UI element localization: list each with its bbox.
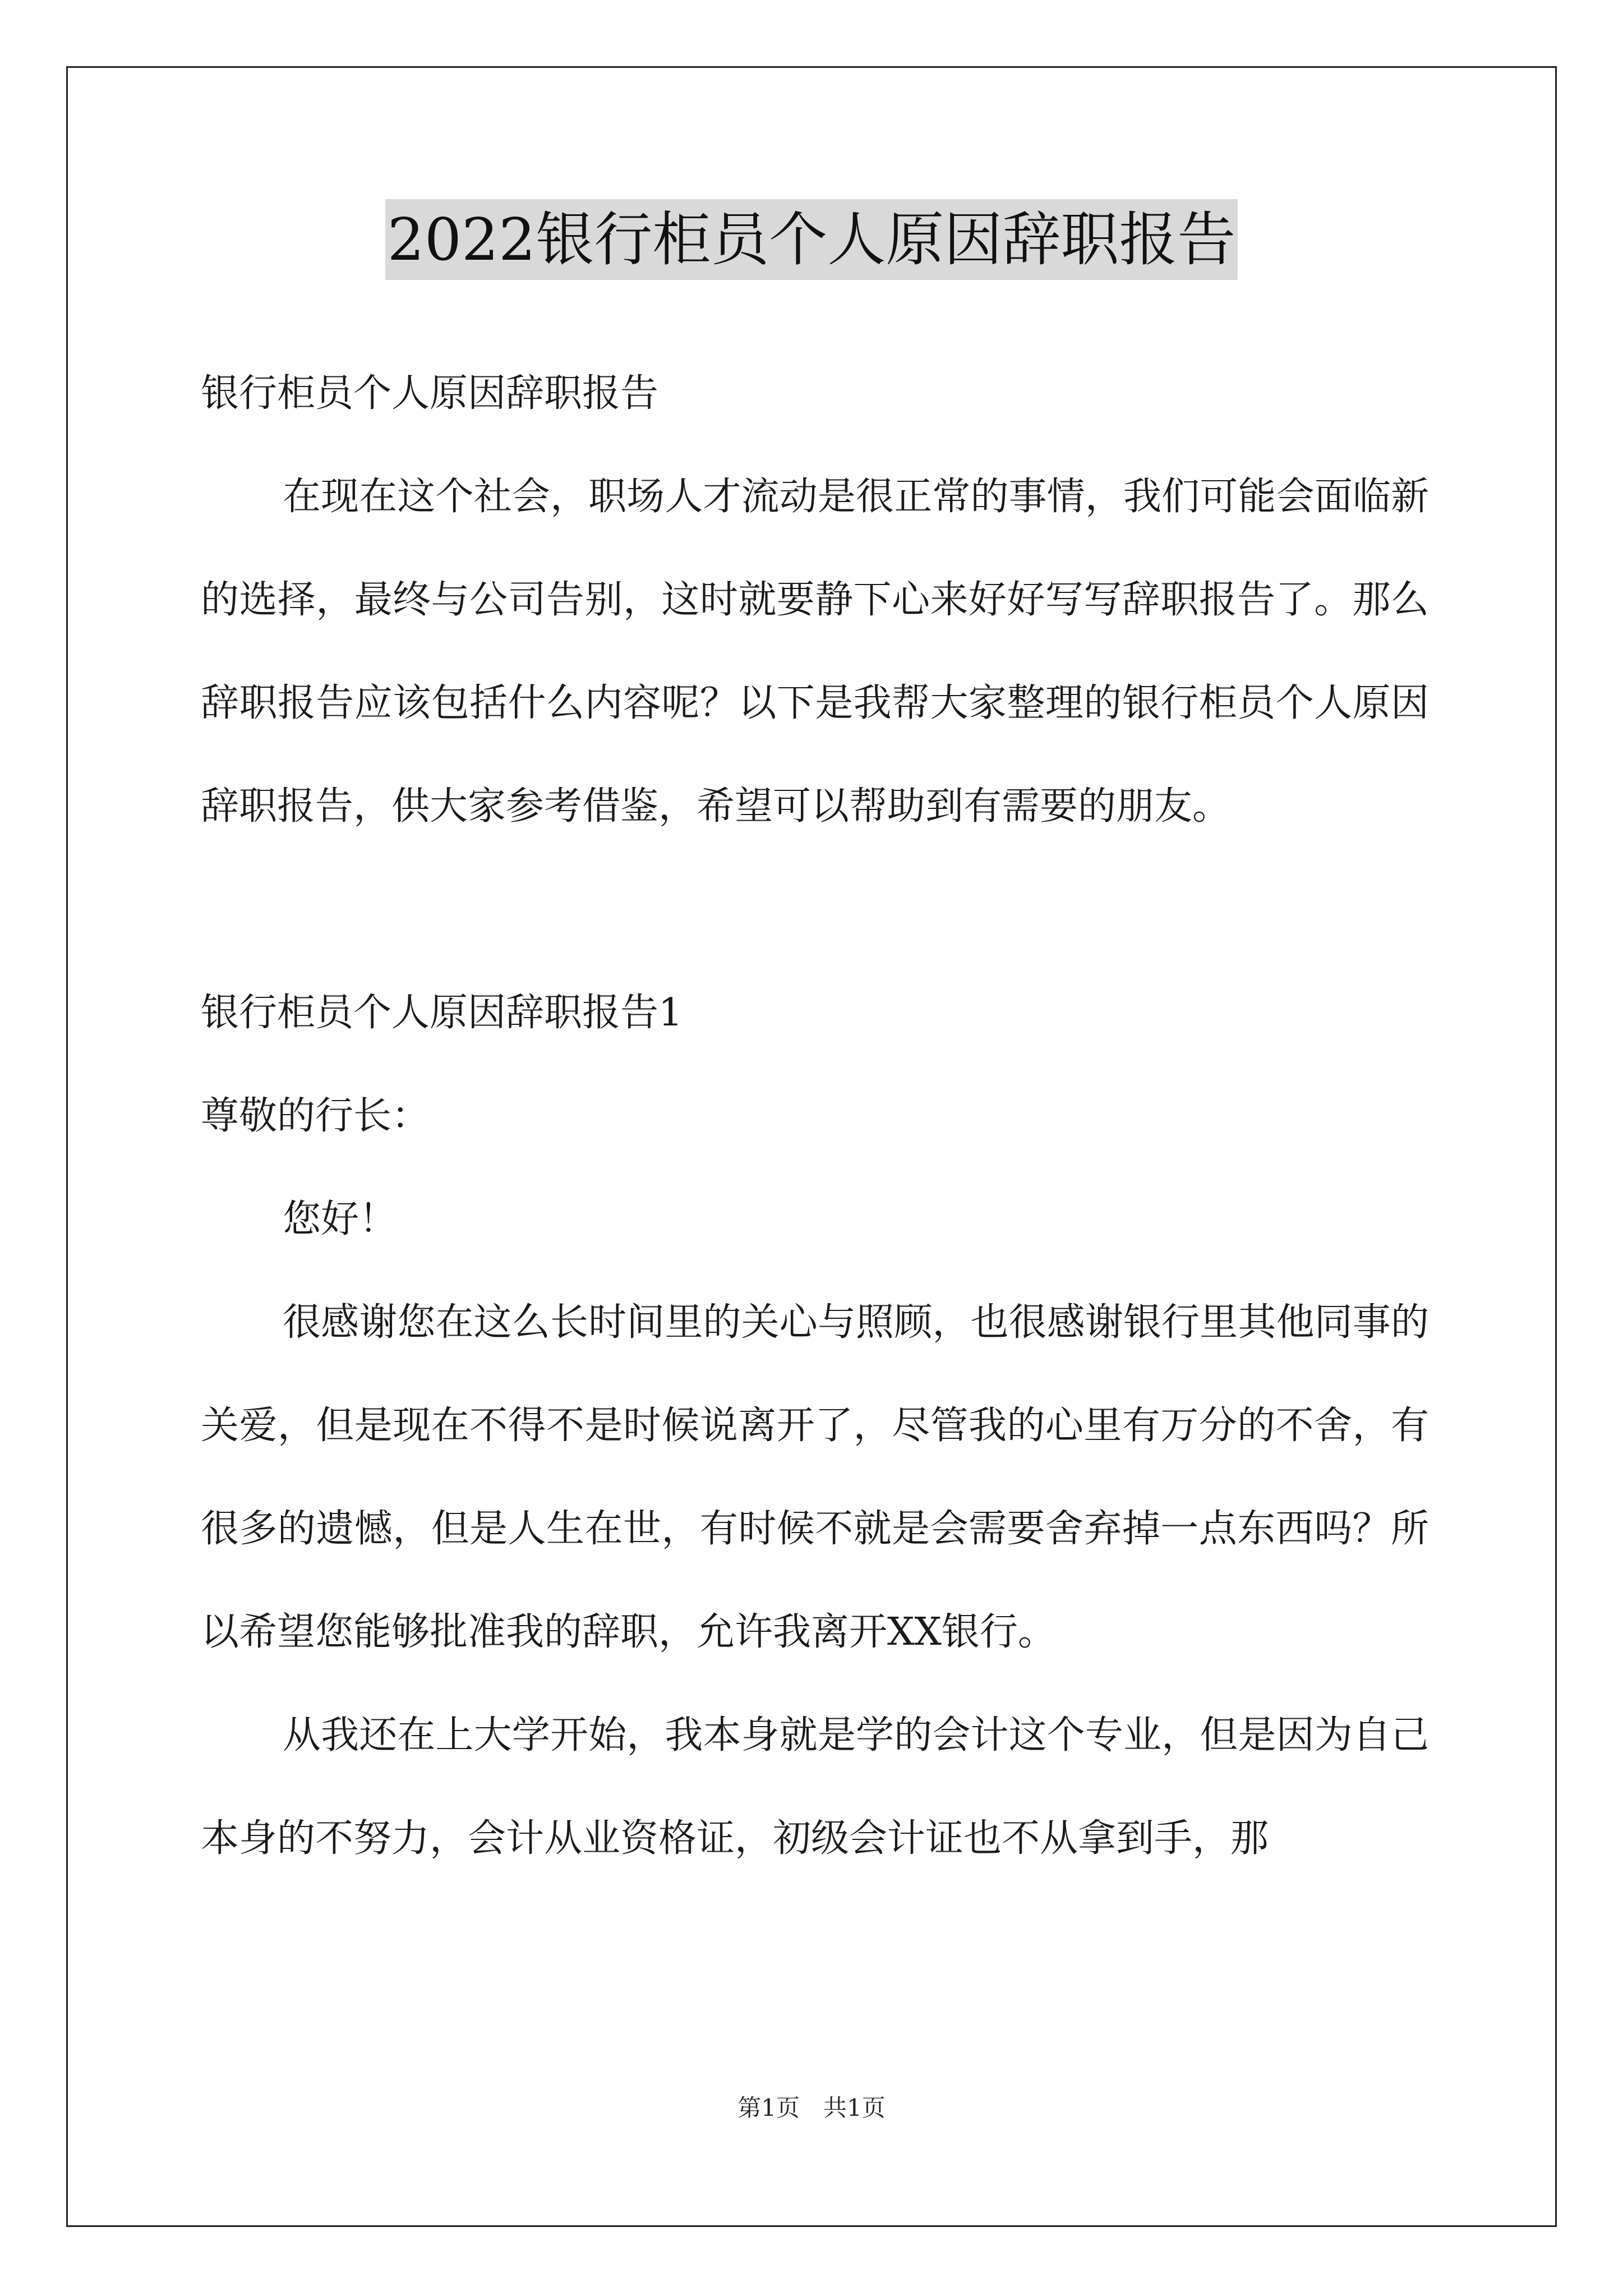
blank-line xyxy=(201,858,1429,961)
document-body xyxy=(201,342,1429,1890)
subtitle: 银行柜员个人原因辞职报告 xyxy=(201,371,659,416)
document-title: 2022银行柜员个人原因辞职报告 xyxy=(385,199,1238,280)
section-heading: 银行柜员个人原因辞职报告1 xyxy=(201,991,683,1035)
body-paragraph-1: 很感谢您在这么长时间里的关心与照顾，也很感谢银行里其他同事的关爱，但是现在不得不是时候说离开了，尽管我的心里有万分的不舍，有很多的遗憾，但是人生在世，有时候不就是会需要舍弃掉一点东西吗？所以希望您能够批准我的辞职，允许我离开XX银行。 xyxy=(201,1300,1429,1654)
title-container xyxy=(0,199,1623,280)
intro-paragraph: 在现在这个社会，职场人才流动是很正常的事情，我们可能会面临新的选择，最终与公司告别，这时就要静下心来好好写写辞职报告了。那么辞职报告应该包括什么内容呢？以下是我帮大家整理的银行柜员个人原因辞职报告，供大家参考借鉴，希望可以帮助到有需要的朋友。 xyxy=(201,475,1429,829)
greeting: 您好！ xyxy=(283,1197,398,1241)
page-footer: 第1页 共1页 xyxy=(737,2094,886,2122)
salutation: 尊敬的行长： xyxy=(201,1094,430,1138)
body-paragraph-2: 从我还在上大学开始，我本身就是学的会计这个专业，但是因为自己本身的不努力，会计从业资格证，初级会计证也不从拿到手，那 xyxy=(201,1713,1429,1861)
